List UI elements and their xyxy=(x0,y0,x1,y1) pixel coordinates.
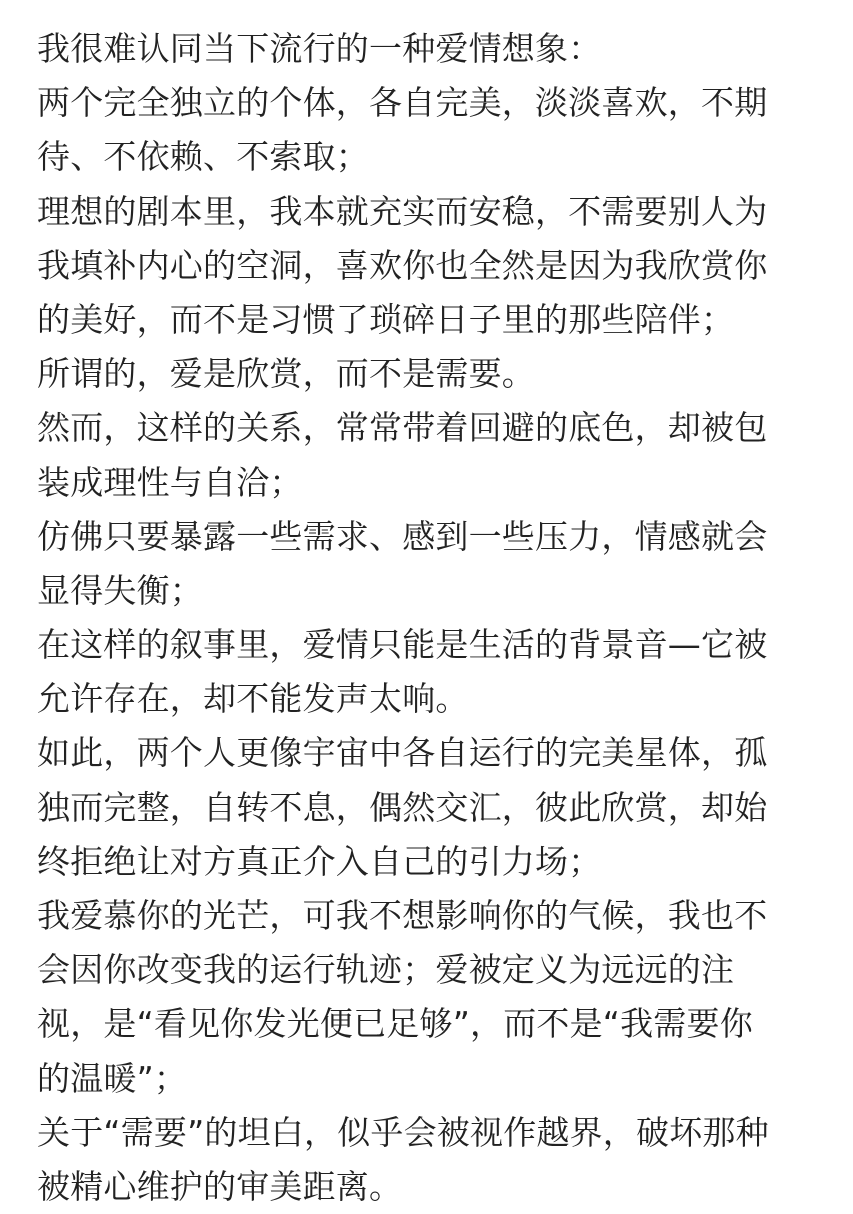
text-line: 装成理性与自洽； xyxy=(37,462,303,502)
text-line: 独而完整，自转不息，偶然交汇，彼此欣赏，却始 xyxy=(37,787,768,827)
text-line: 我填补内心的空洞，喜欢你也全然是因为我欣赏你 xyxy=(37,245,768,285)
text-line: 我很难认同当下流行的一种爱情想象： xyxy=(37,29,602,68)
text-line: 的美好，而不是习惯了琐碎日子里的那些陪伴； xyxy=(37,299,735,339)
text-line: 显得失衡； xyxy=(37,570,203,610)
text-line: 终拒绝让对方真正介入自己的引力场； xyxy=(37,841,602,881)
text-line: 的温暖”； xyxy=(37,1058,188,1098)
text-line: 然而，这样的关系，常常带着回避的底色，却被包 xyxy=(37,408,768,448)
text-line: 被精心维护的审美距离。 xyxy=(37,1166,403,1206)
text-line: 所谓的，爱是欣赏，而不是需要。 xyxy=(37,354,535,394)
text-line: 允许存在，却不能发声太响。 xyxy=(37,679,469,719)
text-line: 理想的剧本里，我本就充实而安稳，不需要别人为 xyxy=(37,191,768,231)
text-line: 仿佛只要暴露一些需求、感到一些压力，情感就会 xyxy=(37,516,768,556)
text-line: 如此，两个人更像宇宙中各自运行的完美星体，孤 xyxy=(37,733,768,773)
text-line: 两个完全独立的个体，各自完美，淡淡喜欢，不期 xyxy=(37,83,768,123)
text-line: 会因你改变我的运行轨迹；爱被定义为远远的注 xyxy=(37,950,735,990)
text-line: 视，是“看见你发光便已足够”，而不是“我需要你 xyxy=(37,1004,753,1044)
text-line: 关于“需要”的坦白，似乎会被视作越界，破坏那种 xyxy=(37,1112,769,1152)
text-line: 在这样的叙事里，爱情只能是生活的背景音—它被 xyxy=(37,625,768,665)
text-line: 待、不依赖、不索取； xyxy=(37,137,369,177)
document-body xyxy=(37,22,827,1214)
text-line: 我爱慕你的光芒，可我不想影响你的气候，我也不 xyxy=(37,896,768,935)
